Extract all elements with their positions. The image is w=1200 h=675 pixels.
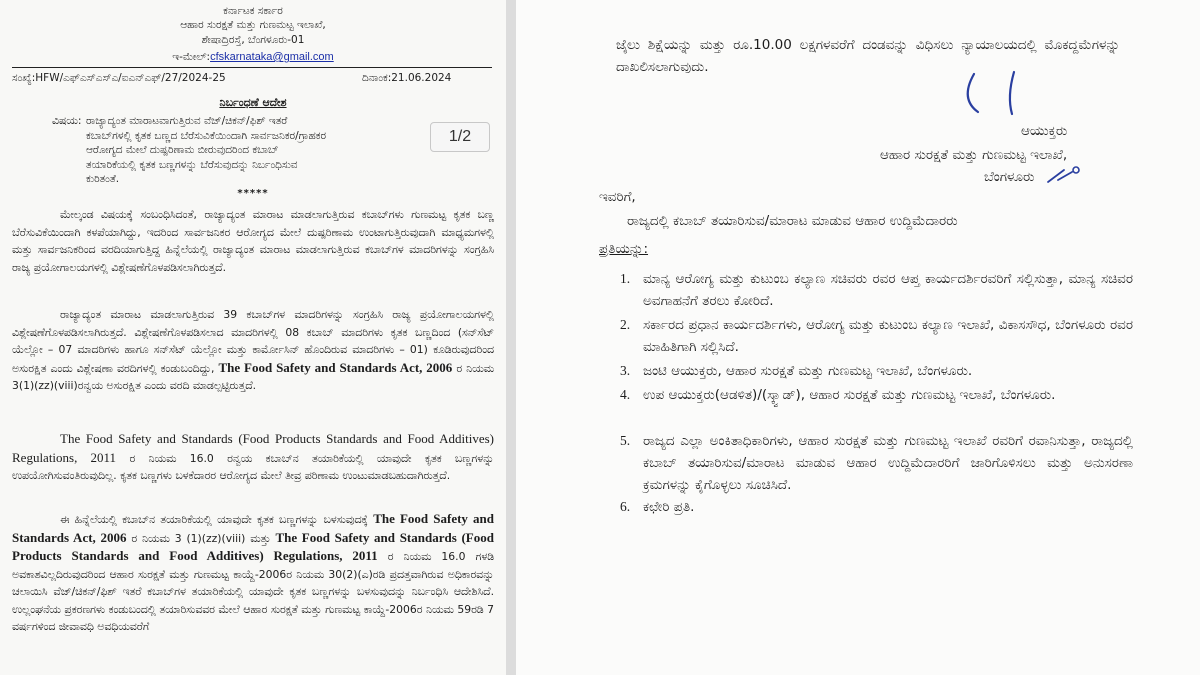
- list-item-text: ಕಛೇರಿ ಪ್ರತಿ.: [643, 499, 695, 515]
- subject-line: ರಾಜ್ಯಾದ್ಯಂತ ಮಾರಾಟವಾಗುತ್ತಿರುವ ವೆಜ್/ಚಿಕನ್/ಫಿಶ್ ಇತರೆ: [86, 115, 288, 127]
- email-label: ಇ-ಮೇಲ್:: [172, 51, 211, 63]
- signatory-city: ಬೆಂಗಳೂರು: [984, 169, 1035, 185]
- email-link[interactable]: cfskarnataka@gmail.com: [210, 51, 334, 63]
- signature-icon: [956, 70, 1066, 120]
- list-item-text: ಸರ್ಕಾರದ ಪ್ರಧಾನ ಕಾರ್ಯದರ್ಶಿಗಳು, ಆರೋಗ್ಯ ಮತ್ತು ಕುಟುಂಬ ಕಲ್ಯಾಣ ಇಲಾಖೆ, ವಿಕಾಸಸೌಧ, ಬೆಂಗಳೂರು ರವರ ಮಾಹಿತಿಗಾಗಿ ಸಲ್ಲಿಸಿದೆ.: [643, 317, 1133, 355]
- list-item-text: ಜಂಟಿ ಆಯುಕ್ತರು, ಆಹಾರ ಸುರಕ್ಷತೆ ಮತ್ತು ಗುಣಮಟ್ಟ ಇಲಾಖೆ, ಬೆಂಗಳೂರು.: [643, 363, 973, 379]
- fssa-act-reference: The Food Safety and Standards Act, 2006: [218, 359, 453, 375]
- paragraph-1: ಮೇಲ್ಕಂಡ ವಿಷಯಕ್ಕೆ ಸಂಬಂಧಿಸಿದಂತೆ, ರಾಜ್ಯಾದ್ಯಂತ ಮಾರಾಟ ಮಾಡಲಾಗುತ್ತಿರುವ ಕಬಾಬ್‌ಗಳು ಗುಣಮಟ್ಟ ಕೃತಕ ಬಣ್ಣ ಬೆರೆಸುವಿಕೆಯಿಂದಾಗಿ ಕಳಪೆಯಾಗಿದ್ದು, ಇದರಿಂದ ಸಾರ್ವಜನಿಕರ ಆರೋಗ್ಯದ ಮೇಲೆ ದುಷ್ಪರಿಣಾಮ ಉಂಟಾಗುತ್ತಿರುವುದಾಗಿ ಮಾಧ್ಯಮಗಳಲ್ಲಿ ಮತ್ತು ಸಾರ್ವಜನಿಕರಿಂದ ವರದಿಯಾಗುತ್ತಿದ್ದ ಹಿನ್ನೆಲೆಯಲ್ಲಿ ರಾಜ್ಯಾದ್ಯಂತ ಮಾರಾಟ ಮಾಡಲಾಗುತ್ತಿರುವ ಕಬಾಬ್‌ಗಳ ಮಾದರಿಗಳನ್ನು ಸಂಗ್ರಹಿಸಿ ರಾಜ್ಯ ಪ್ರಯೋಗಾಲಯಗಳಲ್ಲಿ ವಿಶ್ಲೇಷಣೆಗೊಳಪಡಿಸಲಾಗಿರುತ್ತದೆ.: [12, 208, 494, 274]
- office-address: ಶೇಷಾದ್ರಿರಸ್ತೆ, ಬೆಂಗಳೂರು-01: [201, 34, 305, 46]
- list-item-number: 4.: [620, 387, 631, 402]
- paragraph-3: [12, 430, 494, 485]
- list-item-number: 1.: [620, 271, 631, 286]
- email-line: [0, 50, 506, 64]
- order-title: ನಿರ್ಬಂಧಣೆ ಆದೇಶ: [219, 96, 287, 109]
- list-item-text: ಉಪ ಆಯುಕ್ತರು(ಆಡಳಿತ)/(ಸ್ಕ್ವಾಡ್), ಆಹಾರ ಸುರಕ್ಷತೆ ಮತ್ತು ಗುಣಮಟ್ಟ ಇಲಾಖೆ, ಬೆಂಗಳೂರು.: [643, 387, 1056, 403]
- paragraph-2-tail: ರ ನಿಯಮ 3(1)(zz)(viii)ರನ್ವಯ ಅಸುರಕ್ಷಿತ ಎಂದು ವರದಿ ಮಾಡಲ್ಪಟ್ಟಿರುತ್ತದೆ.: [12, 361, 494, 392]
- list-item-number: 6.: [620, 499, 631, 514]
- fssa-act-reference-2: The Food Safety and Standards Act, 2006: [12, 511, 494, 545]
- copy-to-label: ಪ್ರತಿಯನ್ನು:: [599, 241, 649, 257]
- paragraph-2-kannada: ರಾಜ್ಯಾದ್ಯಂತ ಮಾರಾಟ ಮಾಡಲಾಗುತ್ತಿರುವ 39 ಕಬಾಬ್‌ಗಳ ಮಾದರಿಗಳನ್ನು ಸಂಗ್ರಹಿಸಿ ರಾಜ್ಯ ಪ್ರಯೋಗಾಲಯಗಳಲ್ಲಿ ವಿಶ್ಲೇಷಣೆಗೊಳಪಡಿಸಲಾಗಿರುತ್ತದೆ. ವಿಶ್ಲೇಷಣೆಗೊಳಪಡಿಸಲಾದ ಮಾದರಿಗಳಲ್ಲಿ 08 ಕಬಾಬ್ ಮಾದರಿಗಳು ಕೃತಕ ಬಣ್ಣದಿಂದ (ಸನ್‌ಸೆಟ್ ಯೆಲ್ಲೋ – 07 ಮಾದರಿಗಳು ಹಾಗೂ ಸನ್‌ಸೆಟ್ ಯೆಲ್ಲೋ ಮತ್ತು ಕಾರ್ಮೋಸಿನ್ ಹೊಂದಿರುವ ಮಾದರಿಗಳು – 01) ಕೂಡಿರುವುದರಿಂದ ಅಸುರಕ್ಷಿತ ಎಂದು ವಿಶ್ಲೇಷಣಾ ವರದಿಗಳಲ್ಲಿ ಕಂಡುಬಂದಿದ್ದು,: [12, 308, 494, 375]
- page-indicator[interactable]: 1/2: [430, 122, 490, 152]
- signatory-department: ಆಹಾರ ಸುರಕ್ಷತೆ ಮತ್ತು ಗುಣಮಟ್ಟ ಇಲಾಖೆ,: [880, 147, 1068, 163]
- paragraph-3-kannada: ರ ನಿಯಮ 16.0 ರನ್ವಯ ಕಬಾಬ್‌ನ ತಯಾರಿಕೆಯಲ್ಲಿ ಯಾವುದೇ ಕೃತಕ ಬಣ್ಣಗಳನ್ನು ಉಪಯೋಗಿಸುವಂತಿರುವುದಿಲ್ಲ. ಕೃತಕ ಬಣ್ಣಗಳು ಬಳಕೆದಾರರ ಆರೋಗ್ಯದ ಮೇಲೆ ತೀವ್ರ ಪರಿಣಾಮ ಉಂಟುಮಾಡಬಹುದಾಗಿರುತ್ತದೆ.: [12, 451, 495, 482]
- recipient-label: ಇವರಿಗೆ,: [599, 189, 636, 205]
- subject-line: ಆರೋಗ್ಯದ ಮೇಲೆ ದುಷ್ಪರಿಣಾಮ ಬೀರುವುದರಿಂದ ಕಬಾಬ್: [86, 144, 279, 156]
- fss-regulations-reference-2: The Food Safety and Standards (Food Products Standards and Food Additives) Regulations, 2011: [12, 529, 494, 563]
- header-rule: [12, 67, 492, 68]
- department-name: ಆಹಾರ ಸುರಕ್ಷತೆ ಮತ್ತು ಗುಣಮಟ್ಟ ಇಲಾಖೆ,: [180, 19, 326, 31]
- recipient-text: ರಾಜ್ಯದಲ್ಲಿ ಕಬಾಬ್ ತಯಾರಿಸುವ/ಮಾರಾಟ ಮಾಡುವ ಆಹಾರ ಉದ್ದಿಮೆದಾರರು: [627, 213, 958, 229]
- subject-line: ಕಬಾಬ್‌ಗಳಲ್ಲಿ ಕೃತಕ ಬಣ್ಣದ ಬೆರೆಸುವಿಕೆಯಿಂದಾಗಿ ಸಾರ್ವಜನಿಕರ/ಗ್ರಾಹಕರ: [86, 129, 327, 142]
- subject-label: ವಿಷಯ:: [52, 114, 82, 127]
- reference-number: ಸಂಖ್ಯೆ:HFW/ಎಫ್‌ಎಸ್‌ಎಸ್‌ಎ/ಐಎನ್‌ಎಫ್/27/2024-25: [12, 72, 226, 84]
- paragraph-4-kannada-3: ರ ನಿಯಮ 16.0 ಗಳಡಿ ಅವಕಾಶವಿಲ್ಲದಿರುವುದರಿಂದ ಆಹಾರ ಸುರಕ್ಷತೆ ಮತ್ತು ಗುಣಮಟ್ಟ ಕಾಯ್ದೆ-2006ರ ನಿಯಮ 30(2)(ಎ)ರಡಿ ಪ್ರದತ್ತವಾಗಿರುವ ಅಧಿಕಾರವನ್ನು ಚಲಾಯಿಸಿ ವೆಜ್/ಚಿಕನ್/ಫಿಶ್ ಇತರೆ ಕಬಾಬ್‌ಗಳ ತಯಾರಿಕೆಯಲ್ಲಿ ಯಾವುದೇ ಕೃತಕ ಬಣ್ಣಗಳನ್ನು ಬಳಸುವುದನ್ನು ನಿರ್ಬಂಧಿಸಿ ಆದೇಶಿಸಿದೆ. ಉಲ್ಲಂಘನೆಯ ಪ್ರಕರಣಗಳು ಕಂಡುಬಂದಲ್ಲಿ ತಯಾರಿಸುವವರ ಮೇಲೆ ಆಹಾರ ಸುರಕ್ಷತೆ ಮತ್ತು ಗುಣಮಟ್ಟ ಕಾಯ್ದೆ-2006ರ ನಿಯಮ 59ರಡಿ 7 ವರ್ಷಗಳಿಂದ ಜೀವಾವಧಿ ಅವಧಿಯವರೆಗೆ: [12, 550, 494, 633]
- subject-line: ತಯಾರಿಕೆಯಲ್ಲಿ ಕೃತಕ ಬಣ್ಣಗಳನ್ನು ಬೆರೆಸುವುದನ್ನು ನಿರ್ಬಂಧಿಸುವ: [86, 158, 298, 171]
- order-date: ದಿನಾಂಕ:21.06.2024: [362, 72, 452, 84]
- fss-regulations-reference: The Food Safety and Standards (Food Products Standards and Food Additives) Regulations, 2011: [12, 431, 494, 465]
- continuation-text: ಜೈಲು ಶಿಕ್ಷೆಯನ್ನು ಮತ್ತು ರೂ.10.00 ಲಕ್ಷಗಳವರೆಗೆ ದಂಡವನ್ನು ವಿಧಿಸಲು ನ್ಯಾಯಾಲಯದಲ್ಲಿ ಮೊಕದ್ದಮೆಗಳನ್ನು ದಾಖಲಿಸಲಾಗುವುದು.: [616, 37, 1120, 75]
- separator-stars: *****: [237, 188, 269, 199]
- list-item-number: 3.: [620, 363, 631, 378]
- list-item-text: ರಾಜ್ಯದ ಎಲ್ಲಾ ಅಂಕಿತಾಧಿಕಾರಿಗಳು, ಆಹಾರ ಸುರಕ್ಷತೆ ಮತ್ತು ಗುಣಮಟ್ಟ ಇಲಾಖೆ ರವರಿಗೆ ರವಾನಿಸುತ್ತಾ, ರಾಜ್ಯದಲ್ಲಿ ಕಬಾಬ್ ತಯಾರಿಸುವ/ಮಾರಾಟ ಮಾಡುವ ಆಹಾರ ಉದ್ದಿಮೆದಾರರಿಗೆ ಜಾರಿಗೊಳಿಸಲು ಮತ್ತು ಅನುಸರಣಾ ಕ್ರಮಗಳನ್ನು ಕೈಗೊಳ್ಳಲು ಸೂಚಿಸಿದೆ.: [643, 433, 1133, 493]
- paragraph-4-kannada-2: ರ ನಿಯಮ 3 (1)(zz)(viii) ಮತ್ತು: [131, 531, 271, 545]
- left-document-page: [0, 0, 506, 675]
- right-document-page: [516, 0, 1200, 675]
- subject-line: ಕುರಿತಂತೆ.: [86, 173, 120, 185]
- paragraph-2: [12, 306, 494, 395]
- page-divider: [506, 0, 516, 675]
- list-item-number: 2.: [620, 317, 631, 332]
- subject-text: [86, 114, 326, 187]
- paragraph-4: [12, 510, 494, 636]
- paragraph-4-kannada-1: ಈ ಹಿನ್ನೆಲೆಯಲ್ಲಿ ಕಬಾಬ್‌ನ ತಯಾರಿಕೆಯಲ್ಲಿ ಯಾವುದೇ ಕೃತಕ ಬಣ್ಣಗಳನ್ನು ಬಳಸುವುದಕ್ಕೆ: [60, 513, 368, 526]
- initials-icon: [1042, 162, 1082, 188]
- list-item-text: ಮಾನ್ಯ ಆರೋಗ್ಯ ಮತ್ತು ಕುಟುಂಬ ಕಲ್ಯಾಣ ಸಚಿವರು ರವರ ಆಪ್ತ ಕಾರ್ಯದರ್ಶಿರವರಿಗೆ ಸಲ್ಲಿಸುತ್ತಾ, ಮಾನ್ಯ ಸಚಿವರ ಅವಗಾಹನೆಗೆ ತರಲು ಕೋರಿದೆ.: [643, 271, 1133, 309]
- govt-name: ಕರ್ನಾಟಕ ಸರ್ಕಾರ: [223, 5, 283, 17]
- list-item-number: 5.: [620, 433, 631, 448]
- signatory-title: ಆಯುಕ್ತರು: [1021, 123, 1068, 139]
